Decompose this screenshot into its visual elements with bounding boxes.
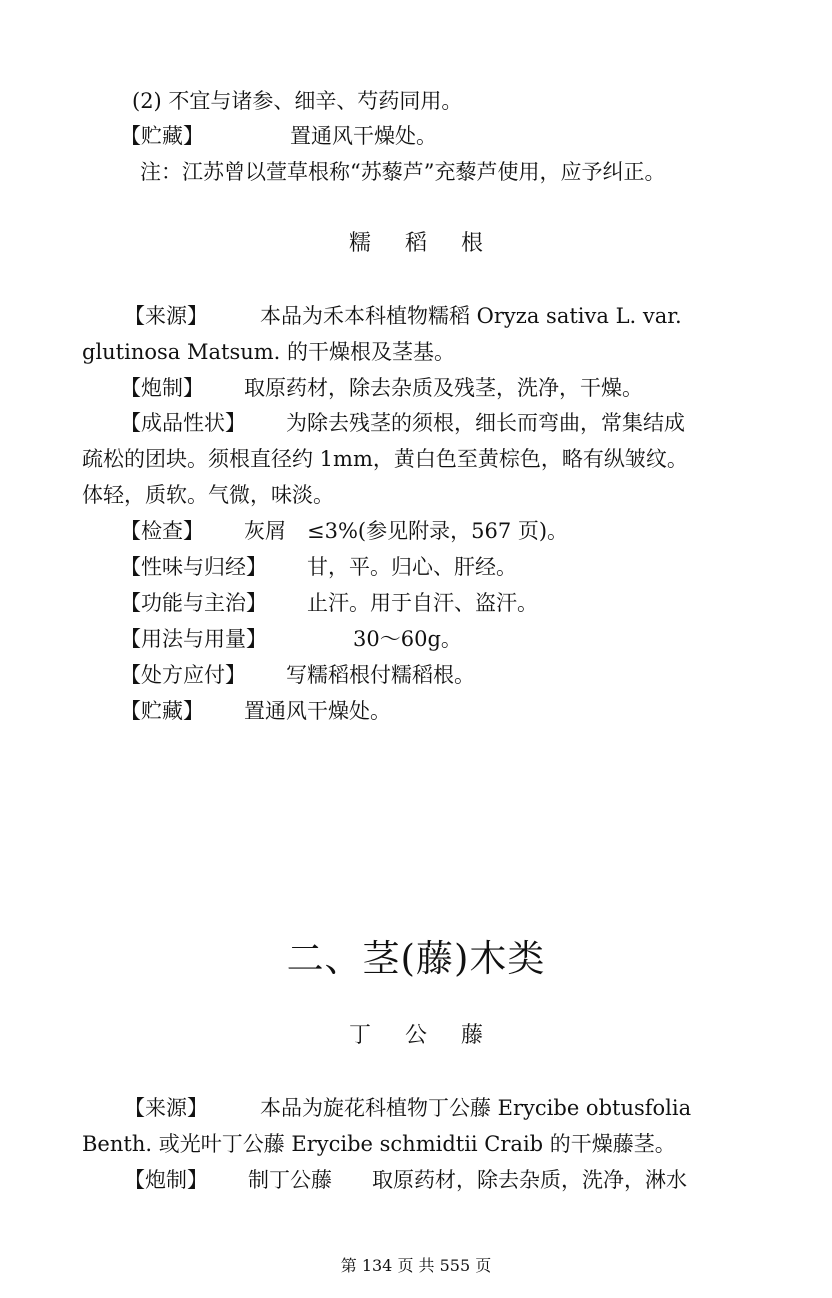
properties-text-3: 体轻，质软。气微，味淡。 bbox=[82, 483, 334, 507]
source-label-dgt: 【来源】 bbox=[124, 1096, 208, 1120]
source-text-1: 本品为禾本科植物糯稻 Oryza sativa L. var. bbox=[260, 304, 682, 328]
source-text-dgt-2: Benth. 或光叶丁公藤 Erycibe schmidtii Craib 的干燥藤茎。 bbox=[82, 1132, 676, 1156]
source-text-2: glutinosa Matsum. 的干燥根及茎基。 bbox=[82, 340, 456, 364]
storage-label-2: 【贮藏】 bbox=[120, 699, 204, 723]
taste-line bbox=[120, 552, 517, 582]
usage-text: 30～60g。 bbox=[353, 627, 462, 651]
usage-label: 【用法与用量】 bbox=[120, 627, 267, 651]
section-heading: 二、茎(藤)木类 bbox=[286, 937, 546, 980]
check-label: 【检查】 bbox=[120, 519, 204, 543]
properties-text-2: 疏松的团块。须根直径约 1mm，黄白色至黄棕色，略有纵皱纹。 bbox=[82, 447, 688, 471]
herb-title-nuodaogen: 糯稻根 bbox=[348, 231, 517, 256]
check-text: 灰屑 ≤3%(参见附录，567 页)。 bbox=[244, 519, 569, 543]
source-label: 【来源】 bbox=[124, 304, 208, 328]
note-line bbox=[140, 157, 665, 187]
properties-line-2 bbox=[82, 444, 688, 474]
function-text: 止汗。用于自汗、盗汗。 bbox=[307, 591, 538, 615]
process-text: 取原药材，除去杂质及残茎，洗净，干燥。 bbox=[244, 376, 643, 400]
storage-line-top bbox=[120, 121, 437, 151]
process-label-dgt: 【炮制】 bbox=[124, 1168, 208, 1192]
herb-title-dinggongteng: 丁公藤 bbox=[348, 1023, 517, 1048]
storage-line bbox=[120, 696, 391, 726]
source-line-1 bbox=[124, 301, 752, 331]
function-line bbox=[120, 588, 538, 618]
taste-label: 【性味与归经】 bbox=[120, 555, 267, 579]
properties-label: 【成品性状】 bbox=[120, 411, 246, 435]
taste-text: 甘，平。归心、肝经。 bbox=[307, 555, 517, 579]
process-line bbox=[120, 373, 643, 403]
source-line-dgt-2 bbox=[82, 1129, 676, 1159]
function-label: 【功能与主治】 bbox=[120, 591, 267, 615]
process-sub-dgt: 制丁公藤 bbox=[248, 1168, 332, 1192]
process-line-dgt bbox=[124, 1165, 687, 1195]
process-text-dgt: 取原药材，除去杂质，洗净，淋水 bbox=[372, 1168, 687, 1192]
process-label: 【炮制】 bbox=[120, 376, 204, 400]
note-text: 注：江苏曾以萱草根称“苏藜芦”充藜芦使用，应予纠正。 bbox=[140, 160, 666, 184]
properties-line-3 bbox=[82, 480, 334, 510]
source-line-2 bbox=[82, 337, 455, 367]
usage-line bbox=[120, 624, 462, 654]
check-line bbox=[120, 516, 568, 546]
prescription-text: 写糯稻根付糯稻根。 bbox=[286, 663, 475, 687]
contraindication-text: (2) 不宜与诸参、细辛、芍药同用。 bbox=[132, 89, 463, 113]
source-text-dgt-1: 本品为旋花科植物丁公藤 Erycibe obtusfolia bbox=[260, 1096, 692, 1120]
page-footer: 第 134 页 共 555 页 bbox=[340, 1256, 492, 1275]
storage-text-2: 置通风干燥处。 bbox=[244, 699, 391, 723]
prescription-line bbox=[120, 660, 475, 690]
properties-text-1: 为除去残茎的须根，细长而弯曲，常集结成 bbox=[286, 411, 685, 435]
contraindication-line bbox=[132, 86, 462, 116]
storage-text: 置通风干燥处。 bbox=[290, 124, 437, 148]
properties-line-1 bbox=[120, 408, 685, 438]
storage-label: 【贮藏】 bbox=[120, 124, 204, 148]
source-line-dgt-1 bbox=[124, 1093, 752, 1123]
prescription-label: 【处方应付】 bbox=[120, 663, 246, 687]
